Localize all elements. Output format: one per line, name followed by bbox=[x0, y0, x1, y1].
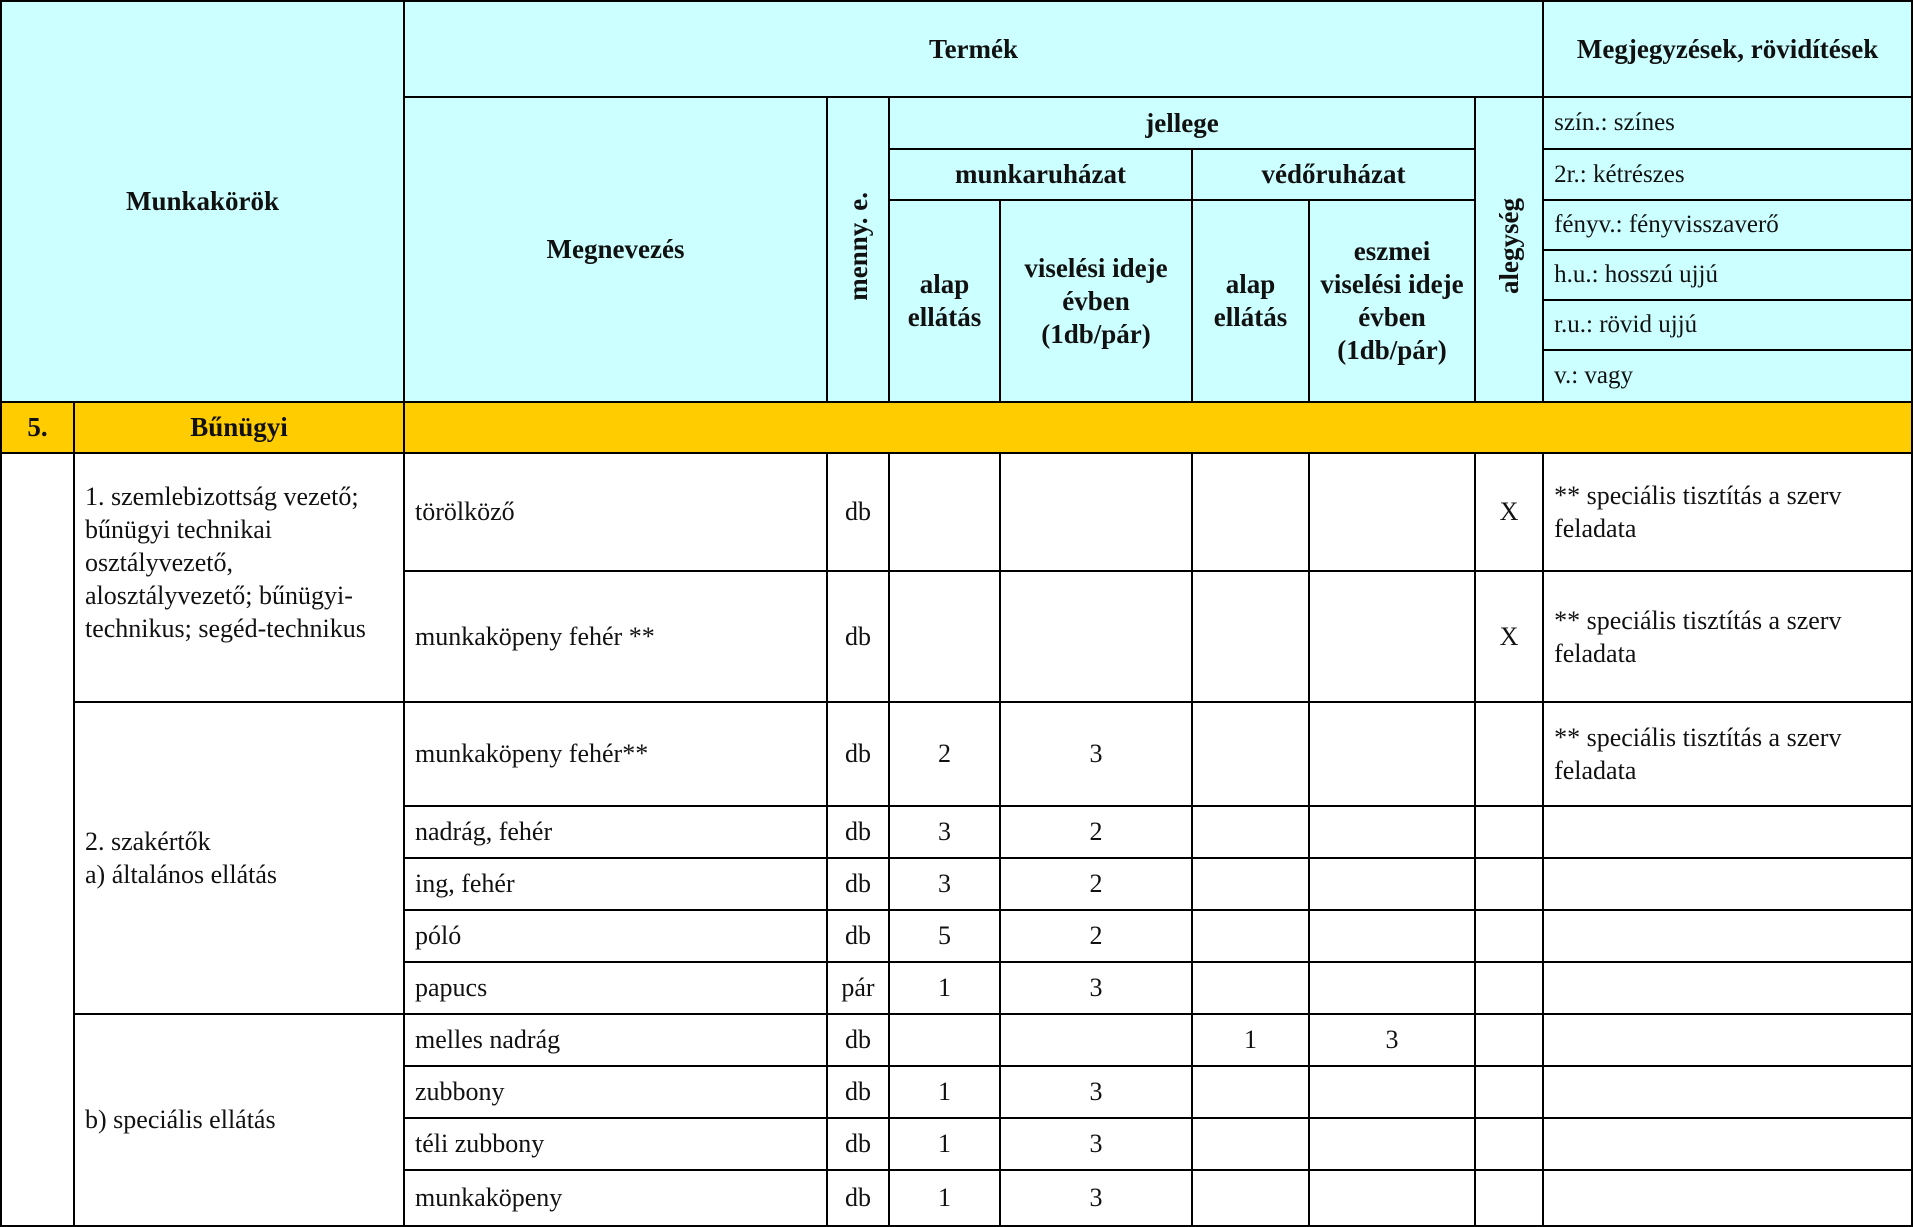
section-name: Bűnügyi bbox=[74, 402, 404, 453]
header-jellege: jellege bbox=[889, 97, 1475, 149]
item-name: törölköző bbox=[404, 453, 827, 571]
item-v-alap bbox=[1192, 1170, 1309, 1226]
item-alegyseg bbox=[1475, 858, 1543, 910]
item-name: nadrág, fehér bbox=[404, 806, 827, 858]
abbr-1: 2r.: kétrészes bbox=[1543, 149, 1912, 200]
item-m-vis: 3 bbox=[1000, 702, 1192, 806]
header-alap-ellatas-munka: alap ellátás bbox=[889, 200, 1000, 402]
section-number: 5. bbox=[1, 402, 74, 453]
item-m-vis: 2 bbox=[1000, 858, 1192, 910]
item-v-vis bbox=[1309, 858, 1475, 910]
item-alegyseg bbox=[1475, 1066, 1543, 1118]
abbr-0: szín.: színes bbox=[1543, 97, 1912, 149]
item-v-alap bbox=[1192, 571, 1309, 702]
item-name: zubbony bbox=[404, 1066, 827, 1118]
table-row bbox=[1, 702, 1912, 806]
abbr-3: h.u.: hosszú ujjú bbox=[1543, 250, 1912, 300]
item-m-vis: 3 bbox=[1000, 962, 1192, 1014]
item-m-vis: 3 bbox=[1000, 1170, 1192, 1226]
header-vedoruhazat: védőruházat bbox=[1192, 149, 1475, 200]
item-note bbox=[1543, 1066, 1912, 1118]
number-column-blank bbox=[1, 453, 74, 1226]
item-name: papucs bbox=[404, 962, 827, 1014]
item-name: munkaköpeny fehér ** bbox=[404, 571, 827, 702]
group-2a-title: a) általános ellátás bbox=[85, 860, 278, 889]
item-unit: db bbox=[827, 453, 889, 571]
item-name: melles nadrág bbox=[404, 1014, 827, 1066]
table-row bbox=[1, 1014, 1912, 1066]
item-m-vis bbox=[1000, 571, 1192, 702]
item-name: munkaköpeny fehér** bbox=[404, 702, 827, 806]
item-m-alap: 5 bbox=[889, 910, 1000, 962]
item-note bbox=[1543, 806, 1912, 858]
item-note bbox=[1543, 1170, 1912, 1226]
item-unit: db bbox=[827, 910, 889, 962]
item-v-vis: 3 bbox=[1309, 1014, 1475, 1066]
item-m-vis bbox=[1000, 1014, 1192, 1066]
item-m-alap bbox=[889, 1014, 1000, 1066]
item-note: ** speciális tisztítás a szerv feladata bbox=[1543, 571, 1912, 702]
item-v-alap bbox=[1192, 453, 1309, 571]
header-menny-e: menny. e. bbox=[827, 97, 889, 402]
item-v-alap bbox=[1192, 1066, 1309, 1118]
item-alegyseg bbox=[1475, 1118, 1543, 1170]
item-note bbox=[1543, 962, 1912, 1014]
section-fill bbox=[404, 402, 1912, 453]
item-alegyseg: X bbox=[1475, 571, 1543, 702]
item-v-alap bbox=[1192, 910, 1309, 962]
item-unit: db bbox=[827, 571, 889, 702]
header-alap-ellatas-vedo: alap ellátás bbox=[1192, 200, 1309, 402]
header-viselesi-ideje: viselési ideje évben (1db/pár) bbox=[1000, 200, 1192, 402]
abbr-2: fényv.: fényvisszaverő bbox=[1543, 200, 1912, 250]
item-alegyseg bbox=[1475, 962, 1543, 1014]
item-v-alap: 1 bbox=[1192, 1014, 1309, 1066]
item-v-vis bbox=[1309, 910, 1475, 962]
item-v-alap bbox=[1192, 858, 1309, 910]
item-name: téli zubbony bbox=[404, 1118, 827, 1170]
item-alegyseg bbox=[1475, 806, 1543, 858]
item-unit: db bbox=[827, 1170, 889, 1226]
item-v-vis bbox=[1309, 1170, 1475, 1226]
item-name: ing, fehér bbox=[404, 858, 827, 910]
item-note bbox=[1543, 858, 1912, 910]
item-m-alap: 1 bbox=[889, 962, 1000, 1014]
item-alegyseg bbox=[1475, 702, 1543, 806]
item-alegyseg bbox=[1475, 1170, 1543, 1226]
item-name: munkaköpeny bbox=[404, 1170, 827, 1226]
item-v-alap bbox=[1192, 806, 1309, 858]
item-note: ** speciális tisztítás a szerv feladata bbox=[1543, 702, 1912, 806]
item-m-vis: 3 bbox=[1000, 1118, 1192, 1170]
item-m-vis bbox=[1000, 453, 1192, 571]
item-note: ** speciális tisztítás a szerv feladata bbox=[1543, 453, 1912, 571]
header-megjegyzesek: Megjegyzések, rövidítések bbox=[1543, 1, 1912, 97]
item-m-alap: 3 bbox=[889, 858, 1000, 910]
abbr-5: v.: vagy bbox=[1543, 350, 1912, 402]
item-note bbox=[1543, 910, 1912, 962]
item-m-vis: 3 bbox=[1000, 1066, 1192, 1118]
item-alegyseg bbox=[1475, 910, 1543, 962]
item-m-alap: 1 bbox=[889, 1066, 1000, 1118]
header-alegyseg: alegység bbox=[1475, 97, 1543, 402]
item-note bbox=[1543, 1118, 1912, 1170]
item-v-vis bbox=[1309, 702, 1475, 806]
item-m-vis: 2 bbox=[1000, 910, 1192, 962]
item-v-alap bbox=[1192, 962, 1309, 1014]
item-unit: pár bbox=[827, 962, 889, 1014]
item-m-alap bbox=[889, 453, 1000, 571]
item-v-vis bbox=[1309, 962, 1475, 1014]
abbr-4: r.u.: rövid ujjú bbox=[1543, 300, 1912, 350]
group-2-title: 2. szakértők bbox=[85, 827, 211, 856]
item-unit: db bbox=[827, 1066, 889, 1118]
item-name: póló bbox=[404, 910, 827, 962]
group-2b-label: b) speciális ellátás bbox=[74, 1014, 404, 1226]
item-v-vis bbox=[1309, 1066, 1475, 1118]
group-1-label: 1. szemlebizottság vezető; bűnügyi technikai osztályvezető, alosztályvezető; bűnügyi-technikus; segéd-technikus bbox=[74, 453, 404, 702]
header-munkakorok: Munkakörök bbox=[1, 1, 404, 402]
table-row bbox=[1, 453, 1912, 571]
item-unit: db bbox=[827, 858, 889, 910]
item-unit: db bbox=[827, 1118, 889, 1170]
item-alegyseg: X bbox=[1475, 453, 1543, 571]
item-m-alap: 2 bbox=[889, 702, 1000, 806]
header-termek: Termék bbox=[404, 1, 1543, 97]
item-unit: db bbox=[827, 1014, 889, 1066]
item-m-alap: 1 bbox=[889, 1170, 1000, 1226]
item-v-vis bbox=[1309, 1118, 1475, 1170]
item-note bbox=[1543, 1014, 1912, 1066]
header-megnevezes: Megnevezés bbox=[404, 97, 827, 402]
item-m-vis: 2 bbox=[1000, 806, 1192, 858]
section-row bbox=[1, 402, 1912, 453]
item-m-alap bbox=[889, 571, 1000, 702]
item-alegyseg bbox=[1475, 1014, 1543, 1066]
item-v-vis bbox=[1309, 453, 1475, 571]
group-2a-label bbox=[74, 702, 404, 1014]
item-v-vis bbox=[1309, 571, 1475, 702]
item-v-alap bbox=[1192, 1118, 1309, 1170]
header-eszmei-viselesi: eszmei viselési ideje évben (1db/pár) bbox=[1309, 200, 1475, 402]
item-unit: db bbox=[827, 806, 889, 858]
item-unit: db bbox=[827, 702, 889, 806]
item-m-alap: 1 bbox=[889, 1118, 1000, 1170]
item-v-vis bbox=[1309, 806, 1475, 858]
item-m-alap: 3 bbox=[889, 806, 1000, 858]
item-v-alap bbox=[1192, 702, 1309, 806]
header-munkaruhazat: munkaruházat bbox=[889, 149, 1192, 200]
